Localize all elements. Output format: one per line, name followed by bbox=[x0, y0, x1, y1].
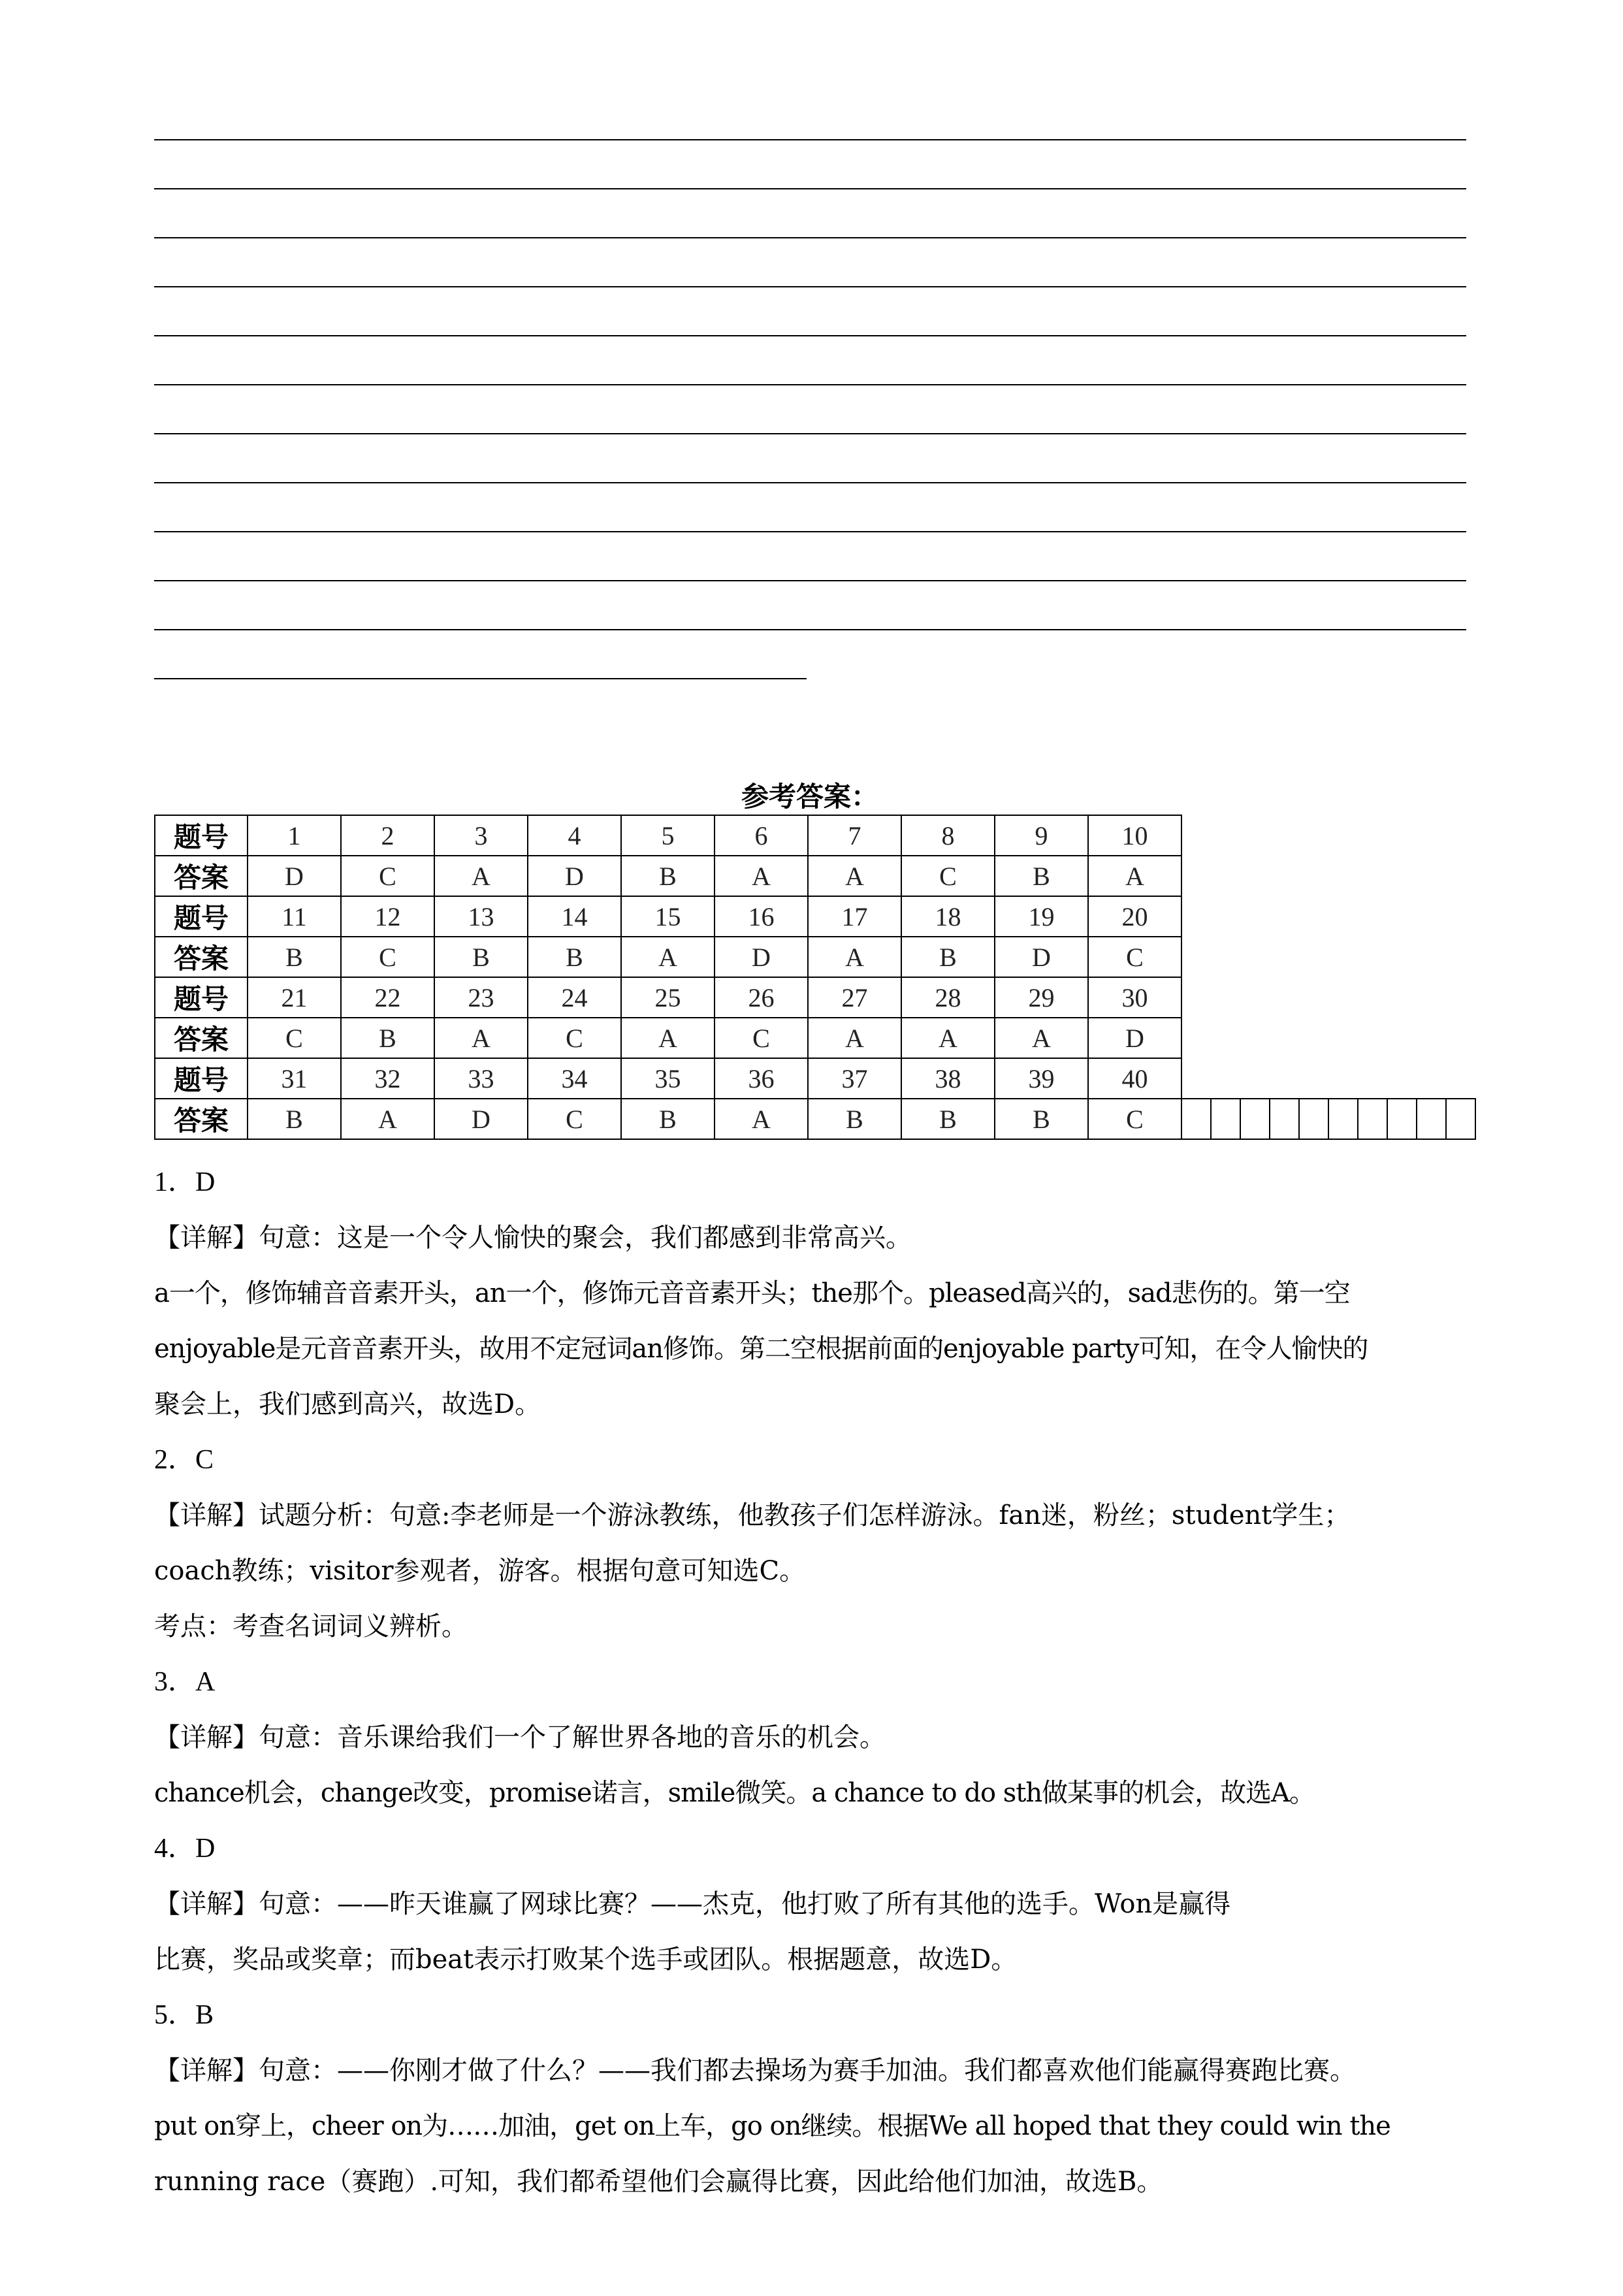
question-number-cell: 36 bbox=[715, 1058, 808, 1099]
writing-line bbox=[154, 482, 1466, 483]
answer-cell: A bbox=[341, 1099, 434, 1139]
number-label: 题号 bbox=[155, 815, 248, 856]
empty-cell bbox=[1270, 896, 1299, 937]
explanation-text: put on穿上，cheer on为……加油，get on上车，go on继续。根据We all hoped that they could win the bbox=[154, 2111, 1390, 2141]
answer-cell: C bbox=[341, 856, 434, 896]
answer-cell: A bbox=[995, 1018, 1088, 1058]
empty-cell bbox=[1328, 1099, 1358, 1139]
question-number-cell: 16 bbox=[715, 896, 808, 937]
question-number-cell: 13 bbox=[434, 896, 528, 937]
empty-cell bbox=[1240, 977, 1270, 1018]
answer-cell: C bbox=[901, 856, 995, 896]
empty-cell bbox=[1240, 856, 1270, 896]
answer-cell: B bbox=[901, 937, 995, 977]
answer-cell: A bbox=[621, 937, 715, 977]
answer-label: 答案 bbox=[155, 1099, 248, 1139]
empty-cell bbox=[1240, 937, 1270, 977]
question-answer-heading: 4．D bbox=[154, 1834, 216, 1864]
answer-cell: B bbox=[341, 1018, 434, 1058]
question-number-cell: 33 bbox=[434, 1058, 528, 1099]
empty-cell bbox=[1358, 937, 1387, 977]
empty-cell bbox=[1358, 815, 1387, 856]
answer-cell: D bbox=[248, 856, 341, 896]
empty-cell bbox=[1270, 856, 1299, 896]
empty-cell bbox=[1240, 1099, 1270, 1139]
answer-label: 答案 bbox=[155, 1018, 248, 1058]
question-number-cell: 11 bbox=[248, 896, 341, 937]
writing-line bbox=[154, 384, 1466, 385]
answer-label: 答案 bbox=[155, 856, 248, 896]
empty-cell bbox=[1299, 937, 1328, 977]
empty-cell bbox=[1211, 977, 1240, 1018]
empty-cell bbox=[1270, 1018, 1299, 1058]
question-number-cell: 7 bbox=[808, 815, 901, 856]
explanation-line bbox=[154, 1932, 1473, 1988]
answer-cell: B bbox=[528, 937, 621, 977]
empty-cell bbox=[1181, 937, 1211, 977]
answer-cell: D bbox=[995, 937, 1088, 977]
detail-tag: 【详解】 bbox=[154, 2056, 259, 2086]
empty-cell bbox=[1387, 977, 1417, 1018]
empty-cell bbox=[1299, 896, 1328, 937]
question-number-cell: 31 bbox=[248, 1058, 341, 1099]
explanation-line bbox=[154, 1710, 1473, 1766]
explanation-text: a一个，修饰辅音音素开头，an一个，修饰元音音素开头；the那个。pleased高兴的，sad悲伤的。第一空 bbox=[154, 1278, 1350, 1308]
answer-row bbox=[155, 937, 1475, 977]
empty-cell bbox=[1387, 896, 1417, 937]
answer-table bbox=[154, 815, 1476, 1140]
question-number-cell: 39 bbox=[995, 1058, 1088, 1099]
answer-cell: C bbox=[341, 937, 434, 977]
question-number-cell: 32 bbox=[341, 1058, 434, 1099]
answer-label: 答案 bbox=[155, 937, 248, 977]
empty-cell bbox=[1240, 1018, 1270, 1058]
question-number-row bbox=[155, 1058, 1475, 1099]
question-number-cell: 1 bbox=[248, 815, 341, 856]
question-number-cell: 34 bbox=[528, 1058, 621, 1099]
writing-line bbox=[154, 335, 1466, 336]
empty-cell bbox=[1181, 896, 1211, 937]
question-answer-heading: 2．C bbox=[154, 1445, 214, 1475]
empty-cell bbox=[1446, 937, 1475, 977]
explanation-line bbox=[154, 1544, 1473, 1599]
empty-cell bbox=[1240, 896, 1270, 937]
empty-cell bbox=[1328, 896, 1358, 937]
explanation-text: 句意：音乐课给我们一个了解世界各地的音乐的机会。 bbox=[259, 1722, 886, 1753]
empty-cell bbox=[1358, 1058, 1387, 1099]
empty-cell bbox=[1446, 1099, 1475, 1139]
answer-cell: A bbox=[808, 1018, 901, 1058]
question-number-cell: 8 bbox=[901, 815, 995, 856]
number-label: 题号 bbox=[155, 977, 248, 1018]
empty-cell bbox=[1328, 1058, 1358, 1099]
answer-key-title: 参考答案： bbox=[741, 781, 878, 813]
empty-cell bbox=[1328, 856, 1358, 896]
empty-cell bbox=[1446, 815, 1475, 856]
question-number-cell: 30 bbox=[1088, 977, 1181, 1018]
empty-cell bbox=[1299, 977, 1328, 1018]
empty-cell bbox=[1387, 1058, 1417, 1099]
question-number-row bbox=[155, 977, 1475, 1018]
question-number-cell: 14 bbox=[528, 896, 621, 937]
empty-cell bbox=[1299, 1058, 1328, 1099]
explanation-line bbox=[154, 1377, 1473, 1432]
explanation-line bbox=[154, 2099, 1473, 2154]
answer-cell: A bbox=[434, 1018, 528, 1058]
explanation-text: 考点：考查名词词义辨析。 bbox=[154, 1611, 468, 1641]
empty-cell bbox=[1387, 856, 1417, 896]
explanation-line bbox=[154, 1488, 1473, 1544]
empty-cell bbox=[1328, 1018, 1358, 1058]
empty-cell bbox=[1387, 1018, 1417, 1058]
empty-cell bbox=[1387, 937, 1417, 977]
answer-row bbox=[155, 1018, 1475, 1058]
explanation-line bbox=[154, 1766, 1473, 1821]
question-number-cell: 28 bbox=[901, 977, 995, 1018]
question-number-cell: 10 bbox=[1088, 815, 1181, 856]
explanation-line bbox=[154, 2154, 1473, 2210]
writing-line bbox=[154, 678, 807, 679]
number-label: 题号 bbox=[155, 1058, 248, 1099]
question-number-cell: 40 bbox=[1088, 1058, 1181, 1099]
empty-cell bbox=[1417, 1018, 1446, 1058]
empty-cell bbox=[1299, 1018, 1328, 1058]
empty-cell bbox=[1181, 1058, 1211, 1099]
explanation-text: 句意：这是一个令人愉快的聚会，我们都感到非常高兴。 bbox=[259, 1223, 912, 1253]
writing-line bbox=[154, 580, 1466, 581]
answer-cell: B bbox=[248, 1099, 341, 1139]
empty-cell bbox=[1270, 815, 1299, 856]
question-number-cell: 18 bbox=[901, 896, 995, 937]
writing-line bbox=[154, 286, 1466, 287]
answer-cell: C bbox=[1088, 937, 1181, 977]
empty-cell bbox=[1358, 1018, 1387, 1058]
explanation-text: 聚会上，我们感到高兴，故选D。 bbox=[154, 1389, 541, 1419]
question-number-row bbox=[155, 815, 1475, 856]
answer-cell: B bbox=[808, 1099, 901, 1139]
empty-cell bbox=[1417, 937, 1446, 977]
question-number-cell: 22 bbox=[341, 977, 434, 1018]
answer-cell: A bbox=[1088, 856, 1181, 896]
question-number-cell: 15 bbox=[621, 896, 715, 937]
question-answer-heading: 1．D bbox=[154, 1167, 216, 1197]
empty-cell bbox=[1211, 896, 1240, 937]
answer-cell: B bbox=[434, 937, 528, 977]
empty-cell bbox=[1270, 1058, 1299, 1099]
writing-line bbox=[154, 629, 1466, 630]
explanation-text: 句意：——昨天谁赢了网球比赛？——杰克，他打败了所有其他的选手。Won是赢得 bbox=[259, 1889, 1231, 1919]
explanation-line bbox=[154, 1210, 1473, 1266]
question-number-row bbox=[155, 896, 1475, 937]
empty-cell bbox=[1417, 815, 1446, 856]
detail-tag: 【详解】 bbox=[154, 1500, 259, 1530]
answer-cell: D bbox=[528, 856, 621, 896]
answer-row bbox=[155, 1099, 1475, 1139]
empty-cell bbox=[1270, 1099, 1299, 1139]
answer-cell: C bbox=[715, 1018, 808, 1058]
explanation-text: enjoyable是元音音素开头，故用不定冠词an修饰。第二空根据前面的enjoyable party可知，在令人愉快的 bbox=[154, 1334, 1368, 1364]
empty-cell bbox=[1270, 937, 1299, 977]
question-number-cell: 27 bbox=[808, 977, 901, 1018]
empty-cell bbox=[1446, 977, 1475, 1018]
empty-cell bbox=[1446, 1058, 1475, 1099]
empty-cell bbox=[1211, 815, 1240, 856]
explanation-line bbox=[154, 1599, 1473, 1655]
empty-cell bbox=[1240, 1058, 1270, 1099]
empty-cell bbox=[1181, 856, 1211, 896]
empty-cell bbox=[1387, 1099, 1417, 1139]
writing-line bbox=[154, 433, 1466, 434]
question-number-cell: 19 bbox=[995, 896, 1088, 937]
question-number-cell: 17 bbox=[808, 896, 901, 937]
empty-cell bbox=[1358, 977, 1387, 1018]
explanation-line bbox=[154, 2043, 1473, 2099]
question-number-cell: 37 bbox=[808, 1058, 901, 1099]
explanation-text: 句意：——你刚才做了什么？——我们都去操场为赛手加油。我们都喜欢他们能赢得赛跑比赛。 bbox=[259, 2056, 1356, 2086]
answer-cell: B bbox=[621, 856, 715, 896]
writing-line bbox=[154, 237, 1466, 238]
empty-cell bbox=[1446, 896, 1475, 937]
empty-cell bbox=[1446, 1018, 1475, 1058]
empty-cell bbox=[1211, 1058, 1240, 1099]
empty-cell bbox=[1387, 815, 1417, 856]
question-number-cell: 25 bbox=[621, 977, 715, 1018]
explanation-line bbox=[154, 1321, 1473, 1377]
question-number-cell: 21 bbox=[248, 977, 341, 1018]
explanations bbox=[154, 1155, 1473, 2210]
empty-cell bbox=[1299, 856, 1328, 896]
explanation-text: 试题分析：句意:李老师是一个游泳教练，他教孩子们怎样游泳。fan迷，粉丝；student学生； bbox=[259, 1500, 1351, 1530]
empty-cell bbox=[1358, 1099, 1387, 1139]
answer-cell: A bbox=[621, 1018, 715, 1058]
answer-cell: C bbox=[528, 1099, 621, 1139]
answer-cell: A bbox=[808, 937, 901, 977]
empty-cell bbox=[1240, 815, 1270, 856]
question-number-cell: 12 bbox=[341, 896, 434, 937]
empty-cell bbox=[1211, 856, 1240, 896]
answer-cell: B bbox=[995, 1099, 1088, 1139]
empty-cell bbox=[1417, 1099, 1446, 1139]
empty-cell bbox=[1211, 1018, 1240, 1058]
explanation-text: 比赛，奖品或奖章；而beat表示打败某个选手或团队。根据题意，故选D。 bbox=[154, 1945, 1018, 1975]
empty-cell bbox=[1211, 1099, 1240, 1139]
empty-cell bbox=[1181, 1099, 1211, 1139]
empty-cell bbox=[1328, 937, 1358, 977]
answer-cell: C bbox=[528, 1018, 621, 1058]
answer-cell: A bbox=[808, 856, 901, 896]
detail-tag: 【详解】 bbox=[154, 1889, 259, 1919]
answer-cell: B bbox=[248, 937, 341, 977]
question-number-cell: 26 bbox=[715, 977, 808, 1018]
empty-cell bbox=[1270, 977, 1299, 1018]
question-number-cell: 24 bbox=[528, 977, 621, 1018]
question-number-cell: 6 bbox=[715, 815, 808, 856]
explanation-text: running race（赛跑）.可知，我们都希望他们会赢得比赛，因此给他们加油，故选B。 bbox=[154, 2167, 1163, 2197]
empty-cell bbox=[1446, 856, 1475, 896]
answer-row bbox=[155, 856, 1475, 896]
answer-cell: A bbox=[715, 1099, 808, 1139]
answer-cell: D bbox=[434, 1099, 528, 1139]
empty-cell bbox=[1211, 937, 1240, 977]
question-number-cell: 38 bbox=[901, 1058, 995, 1099]
writing-line bbox=[154, 531, 1466, 532]
question-number-cell: 35 bbox=[621, 1058, 715, 1099]
answer-cell: A bbox=[715, 856, 808, 896]
answer-cell: B bbox=[901, 1099, 995, 1139]
empty-cell bbox=[1417, 977, 1446, 1018]
question-number-cell: 4 bbox=[528, 815, 621, 856]
empty-cell bbox=[1299, 815, 1328, 856]
question-number-cell: 20 bbox=[1088, 896, 1181, 937]
answer-cell: A bbox=[434, 856, 528, 896]
answer-cell: C bbox=[1088, 1099, 1181, 1139]
empty-cell bbox=[1417, 856, 1446, 896]
empty-cell bbox=[1181, 977, 1211, 1018]
empty-cell bbox=[1417, 896, 1446, 937]
question-number-cell: 5 bbox=[621, 815, 715, 856]
question-number-cell: 2 bbox=[341, 815, 434, 856]
empty-cell bbox=[1358, 896, 1387, 937]
answer-cell: C bbox=[248, 1018, 341, 1058]
empty-cell bbox=[1417, 1058, 1446, 1099]
detail-tag: 【详解】 bbox=[154, 1223, 259, 1253]
question-number-cell: 29 bbox=[995, 977, 1088, 1018]
empty-cell bbox=[1328, 815, 1358, 856]
answer-cell: D bbox=[1088, 1018, 1181, 1058]
writing-line bbox=[154, 188, 1466, 189]
detail-tag: 【详解】 bbox=[154, 1722, 259, 1753]
explanation-line bbox=[154, 1877, 1473, 1932]
answer-cell: B bbox=[995, 856, 1088, 896]
answer-cell: A bbox=[901, 1018, 995, 1058]
explanation-line bbox=[154, 1266, 1473, 1321]
empty-cell bbox=[1299, 1099, 1328, 1139]
empty-cell bbox=[1328, 977, 1358, 1018]
empty-cell bbox=[1181, 815, 1211, 856]
explanation-text: coach教练；visitor参观者，游客。根据句意可知选C。 bbox=[154, 1556, 806, 1586]
answer-cell: B bbox=[621, 1099, 715, 1139]
answer-cell: D bbox=[715, 937, 808, 977]
empty-cell bbox=[1358, 856, 1387, 896]
number-label: 题号 bbox=[155, 896, 248, 937]
question-number-cell: 23 bbox=[434, 977, 528, 1018]
question-number-cell: 9 bbox=[995, 815, 1088, 856]
writing-line bbox=[154, 139, 1466, 140]
question-answer-heading: 3．A bbox=[154, 1667, 216, 1697]
question-answer-heading: 5．B bbox=[154, 2000, 214, 2030]
explanation-text: chance机会，change改变，promise诺言，smile微笑。a chance to do sth做某事的机会，故选A。 bbox=[154, 1778, 1315, 1808]
question-number-cell: 3 bbox=[434, 815, 528, 856]
empty-cell bbox=[1181, 1018, 1211, 1058]
